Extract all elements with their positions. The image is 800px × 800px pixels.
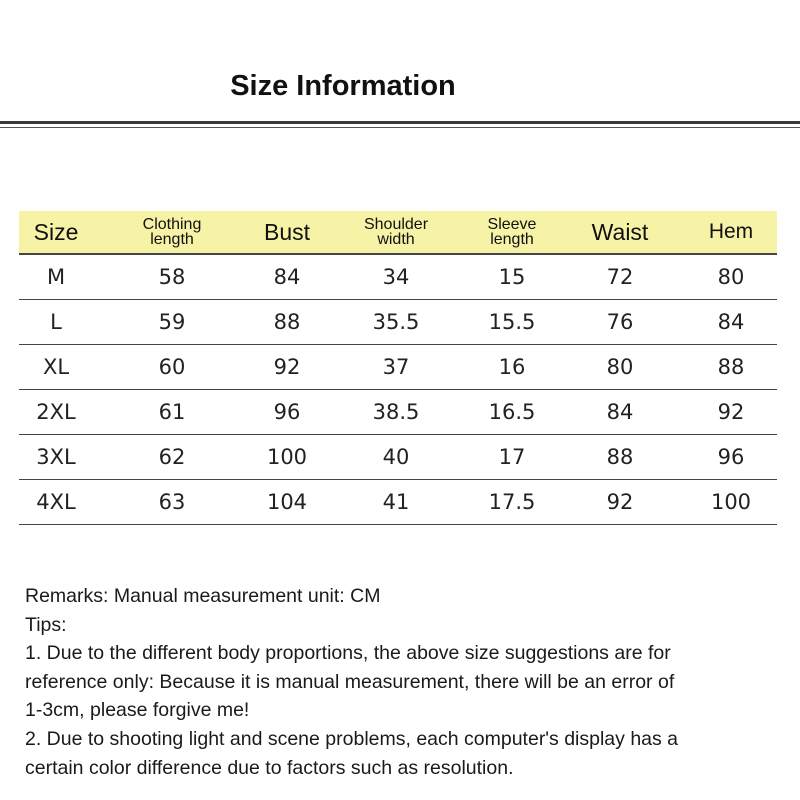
cell-clothing-length: 59 (158, 310, 186, 334)
cell-sleeve-length: 17.5 (488, 490, 536, 514)
tips-line: reference only: Because it is manual measurement, there will be an error of (25, 670, 675, 693)
cell-shoulder-width: 38.5 (372, 400, 420, 424)
cell-clothing-length: 63 (158, 490, 186, 514)
cell-bust: 96 (273, 400, 301, 424)
cell-size: M (46, 265, 66, 289)
header-clothing-length-text: Clothing length (142, 216, 202, 248)
cell-hem: 92 (717, 400, 745, 424)
cell-waist: 84 (606, 400, 634, 424)
cell-bust: 88 (273, 310, 301, 334)
tips-line: 2. Due to shooting light and scene problems, each computer's display has a (25, 727, 679, 750)
cell-waist: 88 (606, 445, 634, 469)
cell-shoulder-width: 37 (382, 355, 410, 379)
size-table (19, 211, 777, 525)
header-size: Size (33, 218, 79, 245)
header-shoulder-width-text: Shoulder width (363, 216, 429, 248)
header-clothing-length (93, 217, 251, 247)
title-divider-thin (0, 127, 800, 128)
header-hem: Hem (708, 220, 754, 243)
cell-size: 2XL (36, 400, 76, 424)
cell-shoulder-width: 40 (382, 445, 410, 469)
cell-clothing-length: 61 (158, 400, 186, 424)
table-row (19, 435, 777, 480)
remarks-line: Remarks: Manual measurement unit: CM (25, 585, 381, 607)
cell-sleeve-length: 15 (498, 265, 526, 289)
cell-sleeve-length: 16.5 (488, 400, 536, 424)
cell-bust: 84 (273, 265, 301, 289)
cell-bust: 104 (266, 490, 308, 514)
cell-shoulder-width: 41 (382, 490, 410, 514)
tips-line: 1-3cm, please forgive me! (25, 699, 250, 722)
cell-bust: 92 (273, 355, 301, 379)
cell-clothing-length: 58 (158, 265, 186, 289)
cell-clothing-length: 62 (158, 445, 186, 469)
cell-waist: 92 (606, 490, 634, 514)
table-row (19, 255, 777, 300)
tips-heading: Tips: (25, 613, 67, 636)
cell-hem: 84 (717, 310, 745, 334)
tips-line: certain color difference due to factors such as resolution. (25, 756, 514, 779)
cell-hem: 100 (710, 490, 752, 514)
cell-sleeve-length: 16 (498, 355, 526, 379)
header-sleeve-length-text: Sleeve length (487, 216, 537, 248)
cell-waist: 76 (606, 310, 634, 334)
cell-shoulder-width: 35.5 (372, 310, 420, 334)
tips-line: 1. Due to the different body proportions, the above size suggestions are for (25, 642, 671, 665)
cell-size: 4XL (36, 490, 76, 514)
cell-size: 3XL (36, 445, 76, 469)
cell-hem: 88 (717, 355, 745, 379)
table-row (19, 390, 777, 435)
cell-shoulder-width: 34 (382, 265, 410, 289)
cell-waist: 80 (606, 355, 634, 379)
cell-sleeve-length: 17 (498, 445, 526, 469)
table-row (19, 480, 777, 525)
cell-clothing-length: 60 (158, 355, 186, 379)
remarks-section (25, 582, 785, 782)
cell-hem: 80 (717, 265, 745, 289)
header-shoulder-width (323, 217, 469, 247)
cell-sleeve-length: 15.5 (488, 310, 536, 334)
cell-waist: 72 (606, 265, 634, 289)
table-header-row (19, 211, 777, 255)
header-sleeve-length (469, 217, 555, 247)
table-row (19, 300, 777, 345)
title-divider-thick (0, 121, 800, 124)
page-title: Size Information (230, 70, 456, 102)
cell-size: XL (42, 355, 70, 379)
table-row (19, 345, 777, 390)
cell-hem: 96 (717, 445, 745, 469)
cell-size: L (50, 310, 62, 334)
header-bust: Bust (263, 218, 311, 245)
cell-bust: 100 (266, 445, 308, 469)
header-waist: Waist (591, 218, 649, 245)
